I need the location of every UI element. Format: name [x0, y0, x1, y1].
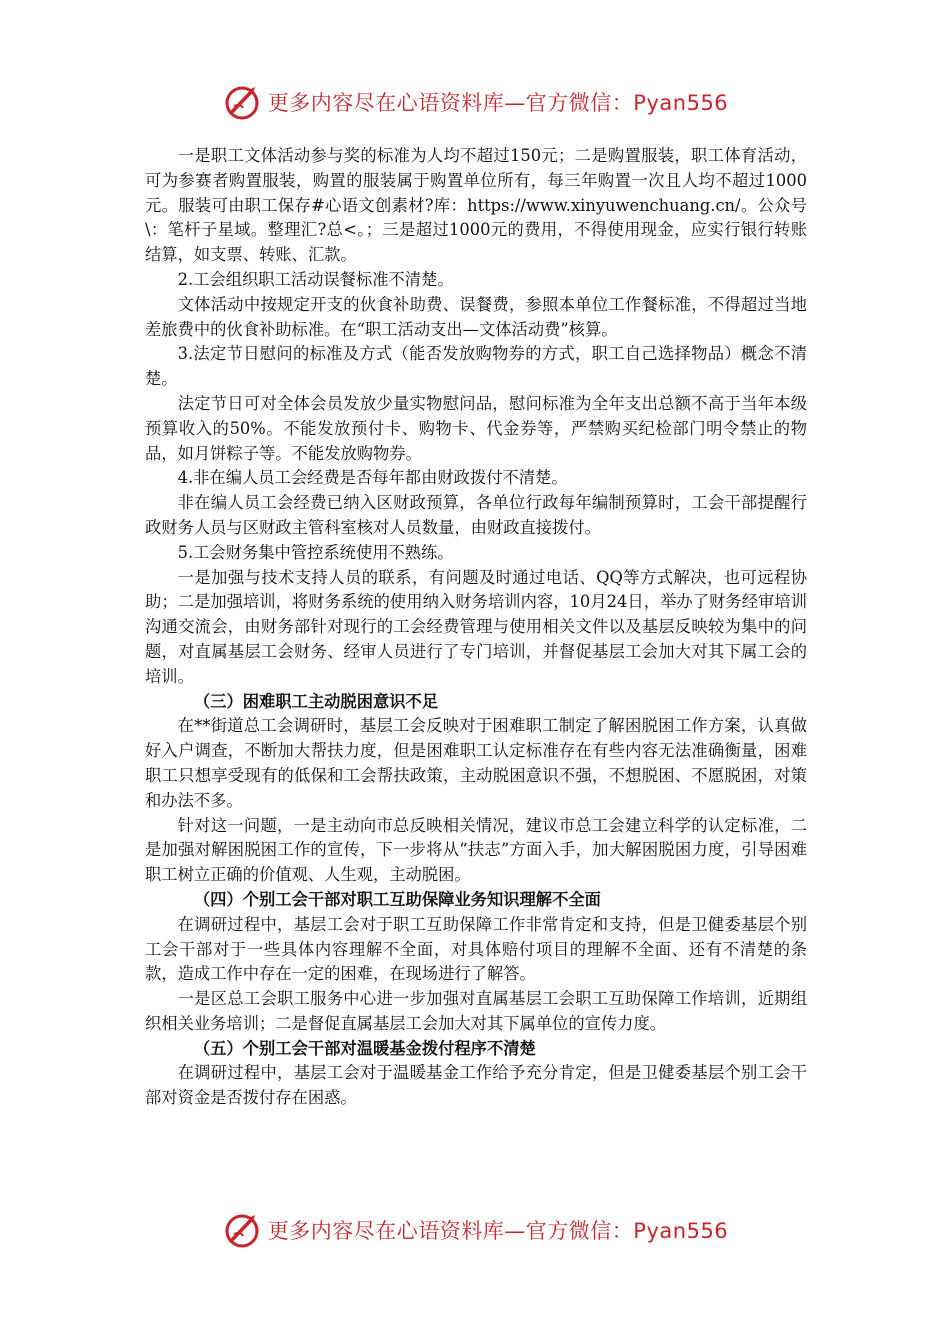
- paragraph-cost-limits: 一是职工文体活动参与奖的标准为人均不超过150元；二是购置服装，职工体育活动，可为参赛者购置服装，购置的服装属于购置单位所有，每三年购置一次且人均不超过1000元。服装可由职工保存#心语文创素材?库：https://www.xinyuwenchuang.cn/。公众号\：笔杆子星域。整理汇?总<。；三是超过1000元的费用，不得使用现金，应实行银行转账结算，如支票、转账、汇款。: [145, 146, 807, 265]
- paragraph-mutual-aid-measures: 一是区总工会职工服务中心进一步加强对直属基层工会职工互助保障工作培训，近期组织相关业务培训；二是督促直属基层工会加大对其下属单位的宣传力度。: [145, 989, 807, 1033]
- paragraph-holiday-gifts: 法定节日可对全体会员发放少量实物慰问品，慰问标准为全年支出总额不高于当年本级预算收入的50%。不能发放预付卡、购物卡、代金券等，严禁购买纪检部门明令禁止的物品，如月饼粽子等。不能发放购物券。: [145, 393, 807, 463]
- paragraph-poverty-research: 在**街道总工会调研时，基层工会反映对于困难职工制定了解困脱困工作方案，认真做好入户调查，不断加大帮扶力度，但是困难职工认定标准存在有些内容无法准确衡量，困难职工只想享受现有的低保和工会帮扶政策，主动脱困意识不强，不想脱困、不愿脱困，对策和办法不多。: [145, 716, 807, 810]
- paragraph-meal-standard: 文体活动中按规定开支的伙食补助费、误餐费，参照本单位工作餐标准，不得超过当地差旅费中的伙食补助标准。在“职工活动支出—文体活动费”核算。: [145, 294, 807, 339]
- paragraph-finance-training: 一是加强与技术支持人员的联系，有问题及时通过电话、QQ等方式解决，也可远程协助；二是加强培训，将财务系统的使用纳入财务培训内容，10月24日，举办了财务经审培训沟通交流会，由财务部针对现行的工会经费管理与使用相关文件以及基层反映较为集中的问题，对直属基层工会财务、经审人员进行了专门培训，并督促基层工会加大对其下属工会的培训。: [145, 567, 807, 686]
- header-banner-text: 更多内容尽在心语资料库—官方微信：Pyan556: [267, 91, 729, 115]
- pen-swirl-logo-icon: [222, 1210, 262, 1250]
- section-heading-4: （四）个别工会干部对职工互助保障业务知识理解不全面: [193, 889, 601, 909]
- paragraph-poverty-measures: 针对这一问题，一是主动向市总反映相关情况，建议市总工会建立科学的认定标准，二是加强对解困脱困工作的宣传，下一步将从“扶志”方面入手，加大解困脱困力度，引导困难职工树立正确的价值观、人生观，主动脱困。: [145, 815, 807, 885]
- footer-banner-text: 更多内容尽在心语资料库—官方微信：Pyan556: [267, 1219, 729, 1243]
- paragraph-item-2: 2.工会组织职工活动误餐标准不清楚。: [177, 269, 454, 289]
- section-heading-5: （五）个别工会干部对温暖基金拨付程序不清楚: [193, 1038, 536, 1058]
- paragraph-item-5: 5.工会财务集中管控系统使用不熟练。: [177, 542, 454, 562]
- section-heading-3: （三）困难职工主动脱困意识不足: [193, 691, 439, 711]
- paragraph-mutual-aid-research: 在调研过程中，基层工会对于职工互助保障工作非常肯定和支持，但是卫健委基层个别工会干部对于一些具体内容理解不全面，对具体赔付项目的理解不全面、还有不清楚的条款，造成工作中存在一定的困难，在现场进行了解答。: [145, 914, 807, 984]
- paragraph-item-3: 3.法定节日慰问的标准及方式（能否发放购物券的方式，职工自己选择物品）概念不清楚。: [145, 344, 807, 389]
- paragraph-warmth-fund: 在调研过程中，基层工会对于温暖基金工作给予充分肯定，但是卫健委基层个别工会干部对资金是否拨付存在困惑。: [145, 1063, 807, 1108]
- pen-swirl-logo-icon: [222, 82, 262, 122]
- footer-banner: [0, 1210, 950, 1250]
- paragraph-non-staff-funds: 非在编人员工会经费已纳入区财政预算，各单位行政每年编制预算时，工会干部提醒行政财务人员与区财政主管科室核对人员数量，由财政直接拨付。: [145, 493, 807, 537]
- paragraph-item-4: 4.非在编人员工会经费是否每年都由财政拨付不清楚。: [177, 468, 568, 488]
- header-banner: [0, 82, 950, 122]
- document-body: [145, 144, 807, 1111]
